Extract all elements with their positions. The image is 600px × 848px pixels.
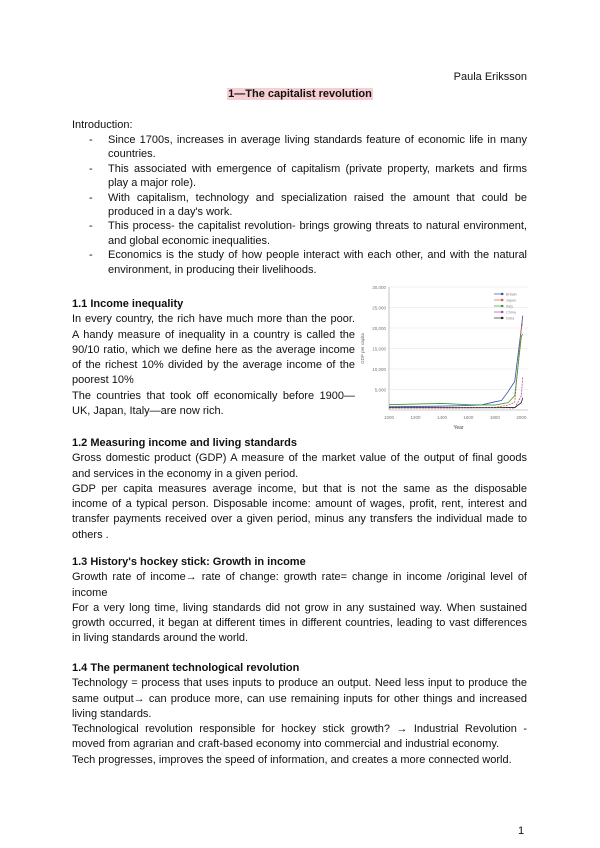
section-heading: 1.2 Measuring income and living standards [72,437,297,449]
x-tick-label: 2000 [516,415,527,420]
paragraph: The countries that took off economically before 1900—UK, Japan, Italy—are now rich. [72,389,355,418]
paragraph: For a very long time, living standards did not grow in any sustained way. When sustained growth occurred, it began at different times in different countries, leading to vast differences in living standards around the world. [72,601,527,645]
intro-label: Introduction: [72,119,133,131]
y-tick-label: 25,000 [372,305,386,311]
legend-label: India [506,316,515,321]
bullet-text: This associated with emergence of capitalism (private property, markets and firms play a major role). [108,162,527,190]
intro-bullet-list [72,133,527,277]
legend-label: Japan [506,298,517,303]
section-heading: 1.1 Income inequality [72,298,184,310]
legend-label: China [506,310,516,315]
section-hockey-stick [72,555,527,647]
y-tick-label: 15,000 [372,346,386,352]
x-tick-label: 1400 [436,415,447,420]
bullet-text: Economics is the study of how people interact with each other, and with the natural environment, in producing their livelihoods. [108,249,527,276]
x-tick-label: 1600 [463,415,474,420]
x-tick-label: 1800 [489,415,500,420]
y-tick-label: 20,000 [372,326,386,331]
legend-marker [501,311,503,313]
document-title [0,88,600,100]
section-heading: 1.4 The permanent technological revolution [72,662,300,674]
legend-marker [501,305,503,307]
author-name: Paula Eriksson [453,71,527,83]
paragraph: Technological revolution responsible for hockey stick growth? → Industrial Revolution - moved from agrarian and craft-based economy into commercial and industrial economy. [72,723,527,751]
x-tick-label: 1200 [410,415,421,420]
list-item [72,248,527,277]
bullet-dash: - [89,249,93,262]
bullet-text: This process- the capitalist revolution- brings growing threats to natural environment, and global economic inequalities. [108,220,527,247]
list-item [72,162,527,191]
legend-marker [501,293,503,295]
paragraph: Gross domestic product (GDP) A measure of the market value of the output of final goods and services in the economy in a given period. [72,452,527,480]
legend-marker [501,317,503,319]
gdp-per-capita-chart [358,279,530,435]
paragraph: GDP per capita measures average income, but that is not the same as the disposable income of a typical person. Disposable income: amount of wages, profit, rent, interest and transfer payments received over a given period, minus any transfers the individual made to others . [72,482,527,541]
section-technological-revolution [72,661,527,768]
paragraph: Tech progresses, improves the speed of information, and creates a more connected world. [72,753,512,766]
page-number: 1 [518,825,525,837]
paragraph: Growth rate of income→ rate of change: growth rate= change in income /original level of income [72,571,527,599]
legend-label: Italy [506,304,513,309]
y-axis-label: GDP per capita [360,333,365,364]
section-heading: 1.3 History's hockey stick: Growth in income [72,556,306,568]
y-tick-label: 5,000 [374,387,386,393]
paragraph: In every country, the rich have much more than the poor. A handy measure of inequality in a country is called the 90/10 ratio, which we define here as the average income of the richest 10% divided by the average income of the poorest 10% [72,313,355,387]
y-tick-label: 30,000 [372,285,386,290]
section-income-inequality [72,297,355,419]
bullet-dash: - [89,162,93,175]
legend-label: Britain [506,292,517,297]
paragraph: Technology = process that uses inputs to produce an output. Need less input to produce the same output→ can produce more, can use remaining inputs for other things and increased living standards. [72,677,527,720]
bullet-dash: - [89,220,93,233]
bullet-text: Since 1700s, increases in average living standards feature of economic life in many countries. [108,134,527,161]
list-item [72,219,527,248]
bullet-text: With capitalism, technology and specialization raised the amount that could be produced in a day's work. [108,191,527,219]
title-highlight: 1—The capitalist revolution [228,88,372,100]
section-measuring-income [72,436,527,543]
chart-svg [358,279,530,435]
list-item [72,133,527,162]
list-item [72,191,527,220]
y-tick-label: 10,000 [372,367,386,372]
x-axis-label: Year [453,425,464,431]
bullet-dash: - [89,191,93,204]
bullet-dash: - [89,134,93,146]
x-tick-label: 1000 [383,415,395,420]
legend-marker [501,299,503,301]
